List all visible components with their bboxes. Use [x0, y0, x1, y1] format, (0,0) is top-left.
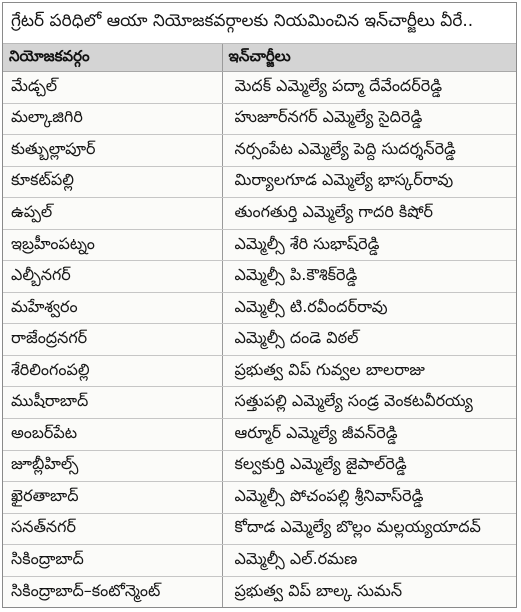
table-row	[3, 166, 516, 198]
constituency-cell: ఉప్పల్	[3, 198, 222, 230]
incharge-cell: ఎమ్మెల్సీ టి.రవీందర్‌రావు	[222, 292, 516, 324]
table-header-row	[3, 44, 516, 72]
constituency-cell: రాజేంద్రనగర్	[3, 324, 222, 356]
table-row	[3, 387, 516, 419]
incharge-cell: మెదక్ ఎమ్మెల్యే పద్మా దేవేందర్‌రెడ్డి	[222, 72, 516, 104]
table-body	[3, 72, 516, 608]
incharge-cell: ఆర్మూర్ ఎమ్మెల్యే జీవన్‌రెడ్డి	[222, 419, 516, 451]
constituency-cell: అంబర్‌పేట	[3, 419, 222, 451]
incharge-cell: ప్రభుత్వ విప్ బాల్క సుమన్	[222, 576, 516, 607]
table-row	[3, 229, 516, 261]
incharge-cell: తుంగతుర్తి ఎమ్మెల్యే గాదరి కిషోర్	[222, 198, 516, 230]
incharge-cell: కోదాడ ఎమ్మెల్యే బొల్లం మల్లయ్యయాదవ్	[222, 513, 516, 545]
constituency-cell: ఇబ్రహీంపట్నం	[3, 229, 222, 261]
constituency-cell: జూబ్లీహిల్స్	[3, 450, 222, 482]
constituency-cell: కూకట్‌పల్లి	[3, 166, 222, 198]
column-header-constituency: నియోజకవర్గం	[3, 44, 222, 72]
table-row	[3, 324, 516, 356]
column-header-incharge: ఇన్‌చార్జీలు	[222, 44, 516, 72]
constituency-cell: మహేశ్వరం	[3, 292, 222, 324]
constituency-cell: శేరిలింగంపల్లి	[3, 355, 222, 387]
table-title: గ్రేటర్ పరిధిలో ఆయా నియోజకవర్గాలకు నియమించిన ఇన్‌చార్జీలు వీరే..	[3, 3, 516, 44]
table-row	[3, 135, 516, 167]
incharge-cell: ప్రభుత్వ విప్ గువ్వల బాలరాజు	[222, 355, 516, 387]
incharge-cell: నర్సంపేట ఎమ్మెల్యే పెద్ది సుదర్శన్‌రెడ్డి	[222, 135, 516, 167]
table-row	[3, 292, 516, 324]
incharge-cell: ఎమ్మెల్సీ ఎల్.రమణ	[222, 545, 516, 577]
incharge-cell: సత్తుపల్లి ఎమ్మెల్యే సండ్ర వెంకటవీరయ్య	[222, 387, 516, 419]
incharges-table-panel	[2, 2, 517, 608]
constituency-cell: ముషీరాబాద్	[3, 387, 222, 419]
incharge-cell: ఎమ్మెల్సీ పోచంపల్లి శ్రీనివాస్‌రెడ్డి	[222, 482, 516, 514]
table-row	[3, 545, 516, 577]
constituency-cell: సికింద్రాబాద్–కంటోన్మెంట్	[11, 580, 161, 600]
table-row	[3, 576, 516, 607]
table-row	[3, 450, 516, 482]
table-row	[3, 513, 516, 545]
table-row	[3, 355, 516, 387]
incharge-cell: మిర్యాలగూడ ఎమ్మెల్యే భాస్కర్‌రావు	[222, 166, 516, 198]
incharge-cell: ఎమ్మెల్సీ శేరి సుభాష్‌రెడ్డి	[222, 229, 516, 261]
incharges-table	[3, 44, 516, 607]
table-row	[3, 103, 516, 135]
table-row	[3, 198, 516, 230]
table-row	[3, 419, 516, 451]
constituency-cell: సికింద్రాబాద్	[3, 545, 222, 577]
constituency-cell: మల్కాజిగిరి	[3, 103, 222, 135]
constituency-cell: కుత్బుల్లాపూర్	[3, 135, 222, 167]
incharge-cell: కల్వకుర్తి ఎమ్మెల్యే జైపాల్‌రెడ్డి	[222, 450, 516, 482]
table-row	[3, 261, 516, 293]
constituency-cell: ఖైరతాబాద్	[3, 482, 222, 514]
table-row	[3, 482, 516, 514]
constituency-cell: సనత్‌నగర్	[3, 513, 222, 545]
table-row	[3, 72, 516, 104]
incharge-cell: హుజూర్‌నగర్ ఎమ్మెల్యే సైదిరెడ్డి	[222, 103, 516, 135]
incharge-cell: ఎమ్మెల్సీ దండె విఠల్	[222, 324, 516, 356]
constituency-cell: మేడ్చల్	[3, 72, 222, 104]
constituency-cell: ఎల్బీనగర్	[3, 261, 222, 293]
incharge-cell: ఎమ్మెల్సీ పి.కౌశిక్‌రెడ్డి	[222, 261, 516, 293]
